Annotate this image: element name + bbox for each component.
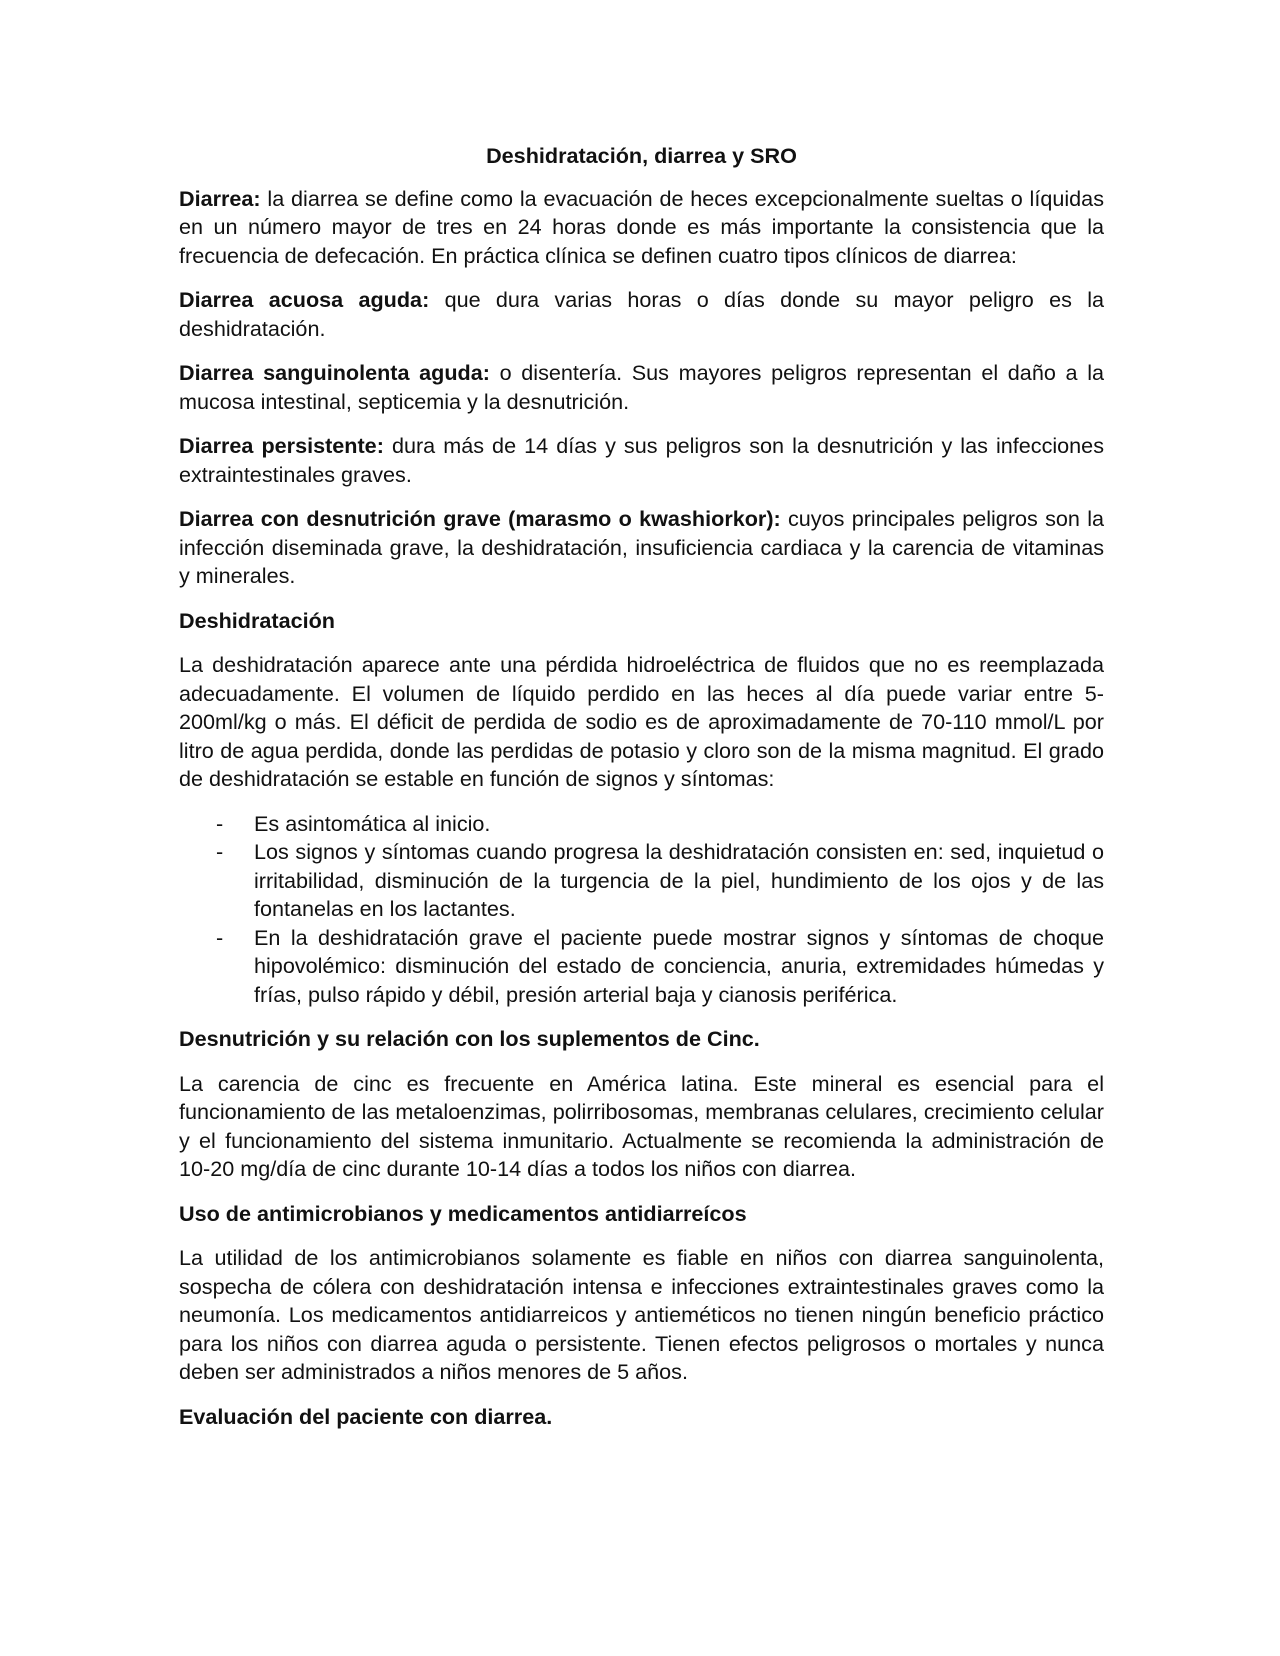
list-item (179, 838, 1104, 924)
diarrhea-type-paragraph (179, 359, 1104, 416)
zinc-paragraph: La carencia de cinc es frecuente en América latina. Este mineral es esencial para el funcionamiento de las metaloenzimas, polirribosomas, membranas celulares, crecimiento celular y el funcionamiento del sistema inmunitario. Actualmente se recomienda la administración de 10-20 mg/día de cinc durante 10-14 días a todos los niños con diarrea. (179, 1070, 1104, 1181)
intro-label: Diarrea: (179, 185, 261, 211)
dash-bullet: - (216, 924, 224, 950)
diarrhea-type-text: cuyos principales peligros son la infección diseminada grave, la deshidratación, insuficiencia cardiaca y la carencia de vitaminas y minerales. (179, 506, 1105, 588)
evaluation-heading: Evaluación del paciente con diarrea. (179, 1403, 553, 1429)
diarrhea-type-paragraph (179, 286, 1104, 343)
dehydration-symptom-list (179, 810, 1104, 1010)
diarrhea-type-text: que dura varias horas o días donde su mayor peligro es la deshidratación. (179, 287, 1104, 341)
diarrhea-type-paragraph (179, 505, 1104, 591)
dehydration-heading: Deshidratación (179, 607, 335, 633)
list-item (179, 810, 1104, 839)
diarrhea-type-label: Diarrea con desnutrición grave (marasmo o kwashiorkor): (179, 506, 781, 531)
list-item-text: Los signos y síntomas cuando progresa la deshidratación consisten en: sed, inquietud o irritabilidad, disminución de la turgencia de la piel, hundimiento de los ojos y de las fontanelas en los lactantes. (254, 839, 1104, 921)
intro-text: la diarrea se define como la evacuación de heces excepcionalmente sueltas o líquidas en un número mayor de tres en 24 horas donde es más importante la consistencia que la frecuencia de defecación. En práctica clínica se definen cuatro tipos clínicos de diarrea: (179, 185, 1104, 268)
intro-paragraph (179, 185, 1104, 271)
diarrhea-type-paragraph (179, 432, 1104, 489)
zinc-heading: Desnutrición y su relación con los suplementos de Cinc. (179, 1026, 760, 1051)
antimicrobials-heading: Uso de antimicrobianos y medicamentos antidiarreícos (179, 1200, 747, 1226)
diarrhea-type-label: Diarrea sanguinolenta aguda: (179, 360, 490, 385)
document-page (179, 142, 1104, 1447)
antimicrobials-paragraph: La utilidad de los antimicrobianos solamente es fiable en niños con diarrea sanguinolenta, sospecha de cólera con deshidratación intensa e infecciones extraintestinales graves como la neumonía. Los medicamentos antidiarreicos y antieméticos no tienen ningún beneficio práctico para los niños con diarrea aguda o persistente. Tienen efectos peligrosos o mortales y nunca deben ser administrados a niños menores de 5 años. (179, 1245, 1104, 1384)
list-item (179, 924, 1104, 1010)
diarrhea-type-label: Diarrea acuosa aguda: (179, 287, 430, 312)
dehydration-paragraph: La deshidratación aparece ante una pérdida hidroeléctrica de fluidos que no es reemplazada adecuadamente. El volumen de líquido perdido en las heces al día puede variar entre 5-200ml/kg o más. El déficit de perdida de sodio es de aproximadamente de 70-110 mmol/L por litro de agua perdida, donde las perdidas de potasio y cloro son de la misma magnitud. El grado de deshidratación se estable en función de signos y síntomas: (179, 652, 1104, 791)
document-title: Deshidratación, diarrea y SRO (486, 143, 797, 168)
list-item-text: Es asintomática al inicio. (254, 810, 491, 836)
dash-bullet: - (216, 839, 224, 864)
diarrhea-type-text: o disentería. Sus mayores peligros representan el daño a la mucosa intestinal, septicemia y la desnutrición. (179, 360, 1104, 414)
dash-bullet: - (216, 810, 224, 836)
diarrhea-type-text: dura más de 14 días y sus peligros son la desnutrición y las infecciones extraintestinales graves. (179, 433, 1104, 487)
diarrhea-type-label: Diarrea persistente: (179, 433, 384, 458)
list-item-text: En la deshidratación grave el paciente puede mostrar signos y síntomas de choque hipovolémico: disminución del estado de conciencia, anuria, extremidades húmedas y frías, pulso rápido y débil, presión arterial baja y cianosis periférica. (254, 924, 1104, 1007)
